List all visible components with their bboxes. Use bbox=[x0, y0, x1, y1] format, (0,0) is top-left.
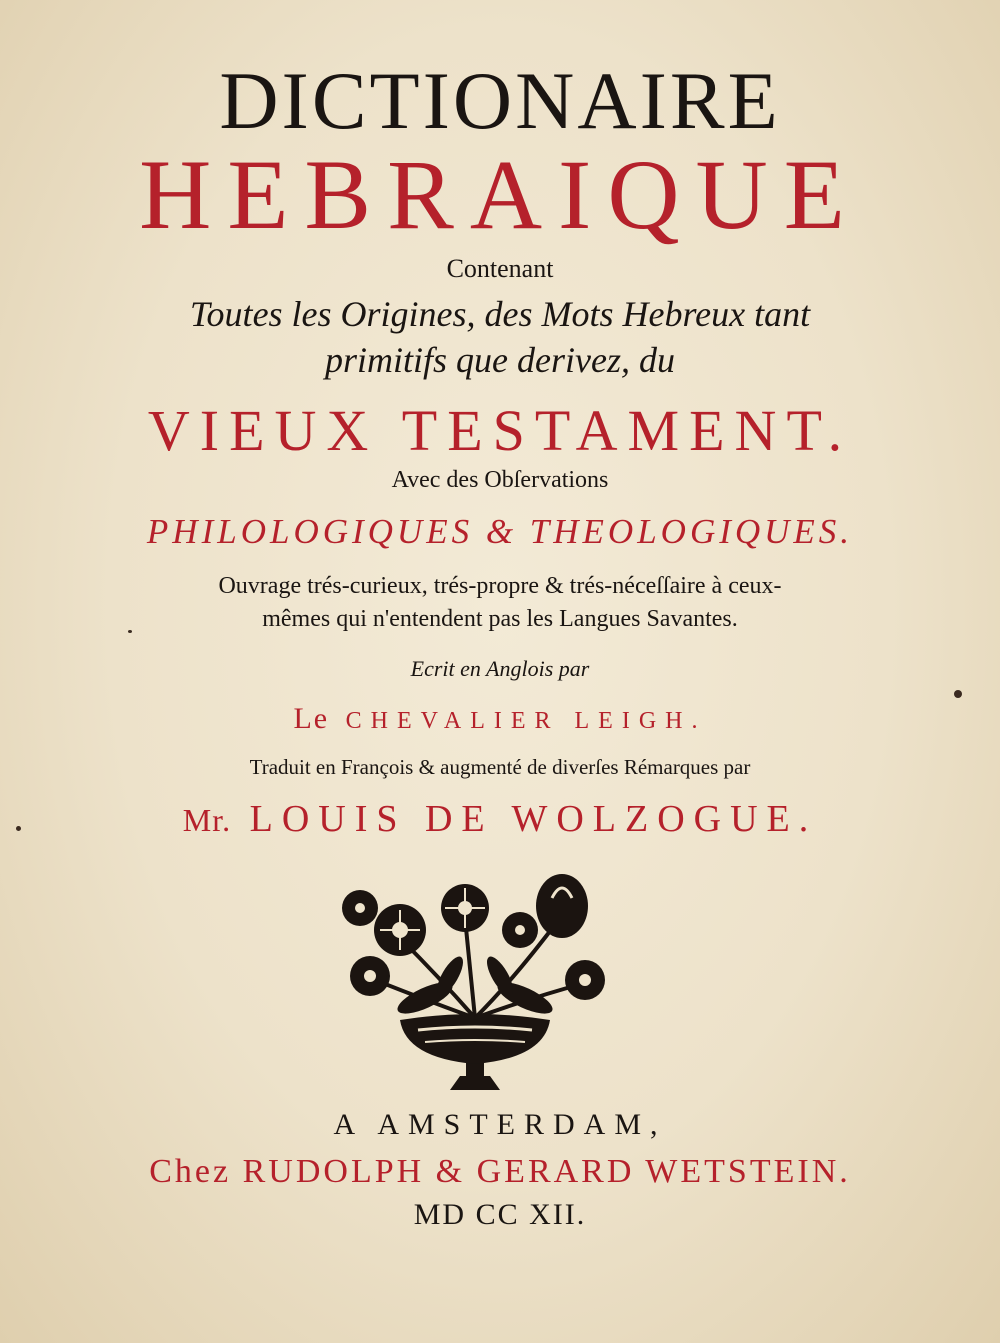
avec-observations-text: Avec des Obſervations bbox=[391, 467, 609, 493]
ink-speck bbox=[128, 630, 132, 633]
subtitle-line-1: Toutes les Origines, des Mots Hebreux tant bbox=[189, 294, 811, 334]
author-line bbox=[0, 704, 1000, 734]
philologiques-heading: PHILOLOGIQUES & THEOLOGIQUES. bbox=[146, 512, 854, 551]
ecrit-text: Ecrit en Anglois par bbox=[410, 656, 590, 681]
vieux-testament-heading: VIEUX TESTAMENT. bbox=[147, 398, 853, 463]
ouvrage-line-1: Ouvrage trés-curieux, trés-propre & trés-néceſſaire à ceux- bbox=[218, 573, 782, 599]
translator-prefix: Mr. bbox=[182, 802, 232, 838]
ink-speck bbox=[16, 826, 21, 831]
author-name: CHEVALIER LEIGH. bbox=[345, 708, 707, 734]
imprint-city: A AMSTERDAM, bbox=[333, 1108, 667, 1141]
subtitle-line-2: primitifs que derivez, du bbox=[325, 340, 675, 380]
translator-name: LOUIS DE WOLZOGUE. bbox=[249, 798, 818, 840]
translator-line bbox=[0, 800, 1000, 838]
traduit-text: Traduit en François & augmenté de diverſes Rémarques par bbox=[249, 755, 751, 779]
author-prefix: Le bbox=[293, 702, 330, 735]
imprint-date: MD CC XII. bbox=[413, 1198, 587, 1231]
contenant-text: Contenant bbox=[446, 254, 554, 283]
ink-speck bbox=[954, 690, 962, 698]
flower-vase-ornament-icon bbox=[330, 858, 620, 1098]
imprint-publisher: Chez RUDOLPH & GERARD WETSTEIN. bbox=[149, 1153, 851, 1190]
ouvrage-line-2: mêmes qui n'entendent pas les Langues Savantes. bbox=[262, 606, 738, 632]
title-line-dictionaire: DICTIONAIRE bbox=[219, 55, 781, 146]
title-line-hebraique: HEBRAIQUE bbox=[139, 139, 861, 250]
